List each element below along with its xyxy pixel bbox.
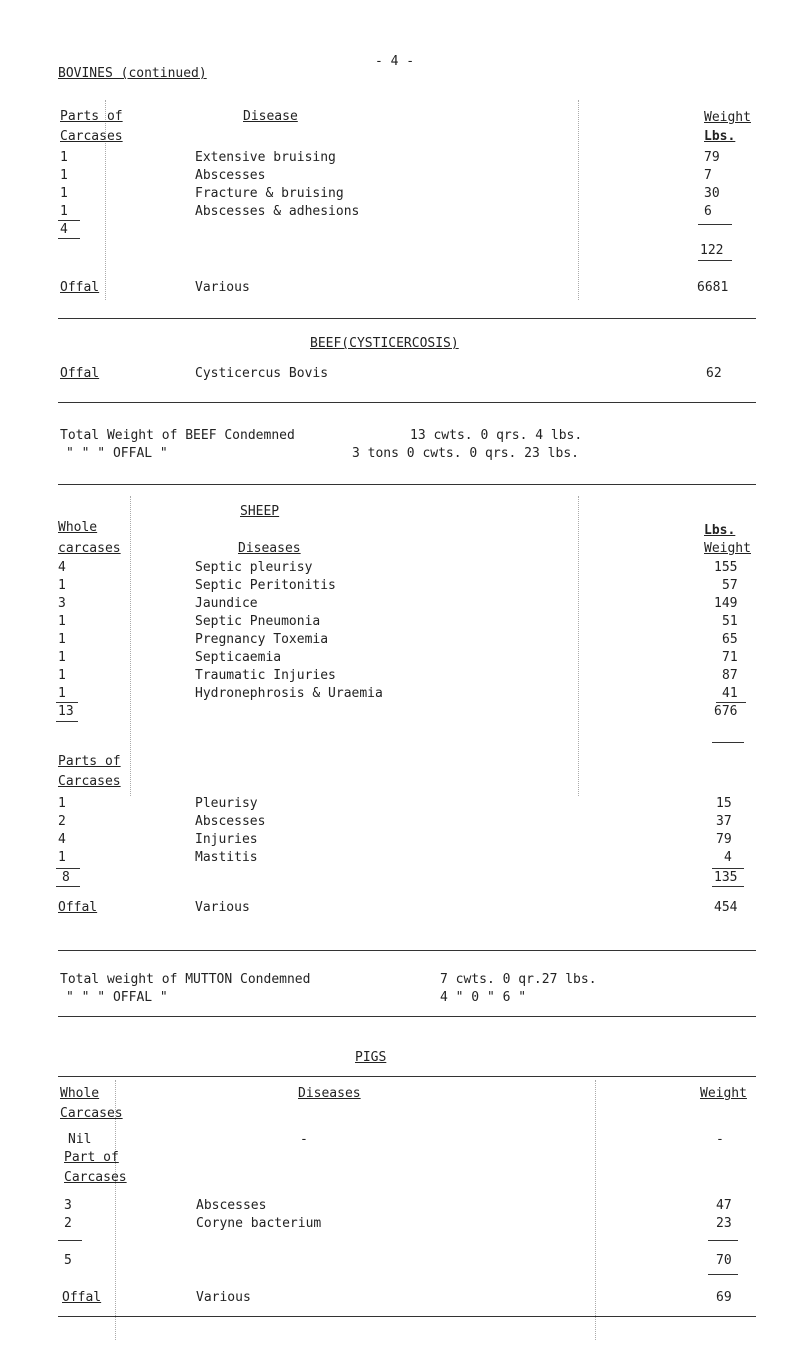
bovines-offal-weight: 6681 (697, 280, 729, 295)
table-row-disease: Hydronephrosis & Uraemia (195, 686, 383, 701)
table-row-weight: 23 (716, 1216, 732, 1231)
table-row-disease: Septicaemia (195, 650, 282, 665)
table-row-weight: 47 (716, 1198, 732, 1213)
col-parts-of: Parts of (60, 109, 123, 124)
beef-cyst-label: Offal (60, 366, 100, 381)
beef-offal-label: " " " OFFAL " (66, 446, 168, 461)
bovines-offal-label: Offal (60, 280, 100, 295)
table-row-disease: Pleurisy (195, 796, 258, 811)
beef-cyst-weight: 62 (706, 366, 722, 381)
pigs-col-whole: Whole (60, 1086, 100, 1101)
table-row-count: 1 (60, 186, 68, 201)
beef-total-value: 13 cwts. 0 qrs. 4 lbs. (410, 428, 583, 443)
sheep-offal-weight: 454 (714, 900, 738, 915)
sheep-offal-disease: Various (195, 900, 250, 915)
table-row-weight: 79 (704, 150, 720, 165)
table-row-count: 1 (58, 668, 66, 683)
table-row-count: 4 (58, 832, 66, 847)
col-lbs: Lbs. (704, 129, 736, 144)
sheep-col-weight: Weight (704, 541, 751, 556)
table-row-weight: 15 (716, 796, 732, 811)
table-row-count: 1 (60, 150, 68, 165)
table-row-weight: 6 (704, 204, 712, 219)
sheep-total-count: 13 (58, 704, 74, 719)
sheep-total-weight: 676 (714, 704, 738, 719)
mutton-total-value: 7 cwts. 0 qr.27 lbs. (440, 972, 597, 987)
pigs-parts-carcases: Carcases (64, 1170, 127, 1185)
table-row-count: 2 (64, 1216, 72, 1231)
table-row-disease: Septic Pneumonia (195, 614, 321, 629)
table-row-count: 1 (58, 632, 66, 647)
table-row-disease: Traumatic Injuries (195, 668, 336, 683)
section-heading: BOVINES (continued) (58, 66, 207, 81)
table-row-weight: 57 (722, 578, 738, 593)
mutton-offal-value: 4 " 0 " 6 " (440, 990, 527, 1005)
table-row-weight: 149 (714, 596, 738, 611)
table-row-weight: 71 (722, 650, 738, 665)
table-row-count: 1 (58, 686, 66, 701)
sheep-col-lbs: Lbs. (704, 523, 736, 538)
sheep-parts-total-weight: 135 (714, 870, 738, 885)
table-row-weight: 87 (722, 668, 738, 683)
sheep-offal-label: Offal (58, 900, 98, 915)
pigs-col-diseases: Diseases (298, 1086, 361, 1101)
table-row-weight: 30 (704, 186, 720, 201)
table-row-count: 1 (60, 168, 68, 183)
table-row-disease: Abscesses (196, 1198, 267, 1213)
sheep-parts-label: Parts of (58, 754, 121, 769)
mutton-total-label: Total weight of MUTTON Condemned (60, 972, 311, 987)
pigs-nil: Nil (68, 1132, 92, 1147)
pigs-nil-disease: - (300, 1132, 308, 1147)
table-row-disease: Fracture & bruising (195, 186, 344, 201)
table-row-weight: 37 (716, 814, 732, 829)
table-row-disease: Septic pleurisy (195, 560, 313, 575)
table-row-disease: Abscesses & adhesions (195, 204, 360, 219)
page-number: - 4 - (375, 54, 415, 69)
sheep-col-diseases: Diseases (238, 541, 301, 556)
beef-cyst-title: BEEF(CYSTICERCOSIS) (310, 336, 459, 351)
pigs-offal-label: Offal (62, 1290, 102, 1305)
table-row-disease: Pregnancy Toxemia (195, 632, 329, 647)
table-row-count: 1 (58, 850, 66, 865)
table-row-disease: Coryne bacterium (196, 1216, 322, 1231)
sheep-col-carcases: carcases (58, 541, 121, 556)
table-row-weight: 79 (716, 832, 732, 847)
table-row-disease: Abscesses (195, 814, 266, 829)
pigs-col-carcases: Carcases (60, 1106, 123, 1121)
mutton-offal-label: " " " OFFAL " (66, 990, 168, 1005)
table-row-weight: 155 (714, 560, 738, 575)
pigs-col-weight: Weight (700, 1086, 747, 1101)
col-weight: Weight (704, 110, 751, 125)
col-carcases: Carcases (60, 129, 123, 144)
table-row-count: 4 (58, 560, 66, 575)
pigs-total-count: 5 (64, 1253, 72, 1268)
beef-cyst-disease: Cysticercus Bovis (195, 366, 329, 381)
table-row-count: 3 (58, 596, 66, 611)
table-row-weight: 41 (722, 686, 738, 701)
bovines-offal-disease: Various (195, 280, 250, 295)
bovines-total-weight: 122 (700, 243, 724, 258)
table-row-disease: Septic Peritonitis (195, 578, 336, 593)
pigs-offal-disease: Various (196, 1290, 251, 1305)
pigs-total-weight: 70 (716, 1253, 732, 1268)
table-row-count: 1 (58, 614, 66, 629)
pigs-parts-label: Part of (64, 1150, 119, 1165)
table-row-count: 2 (58, 814, 66, 829)
sheep-col-whole: Whole (58, 520, 98, 535)
table-row-disease: Mastitis (195, 850, 258, 865)
sheep-parts-carcases: Carcases (58, 774, 121, 789)
table-row-disease: Abscesses (195, 168, 266, 183)
table-row-disease: Jaundice (195, 596, 258, 611)
table-row-weight: 51 (722, 614, 738, 629)
table-row-weight: 65 (722, 632, 738, 647)
sheep-parts-total-count: 8 (62, 870, 70, 885)
col-disease: Disease (243, 109, 298, 124)
table-row-count: 1 (58, 796, 66, 811)
table-row-count: 1 (60, 204, 68, 219)
table-row-count: 3 (64, 1198, 72, 1213)
table-row-weight: 4 (724, 850, 732, 865)
pigs-nil-weight: - (716, 1132, 724, 1147)
table-row-count: 1 (58, 650, 66, 665)
sheep-title: SHEEP (240, 504, 280, 519)
pigs-title: PIGS (355, 1050, 387, 1065)
bovines-total-count: 4 (60, 222, 68, 237)
table-row-disease: Extensive bruising (195, 150, 336, 165)
table-row-weight: 7 (704, 168, 712, 183)
table-row-disease: Injuries (195, 832, 258, 847)
pigs-offal-weight: 69 (716, 1290, 732, 1305)
table-row-count: 1 (58, 578, 66, 593)
beef-offal-value: 3 tons 0 cwts. 0 qrs. 23 lbs. (352, 446, 579, 461)
beef-total-label: Total Weight of BEEF Condemned (60, 428, 295, 443)
